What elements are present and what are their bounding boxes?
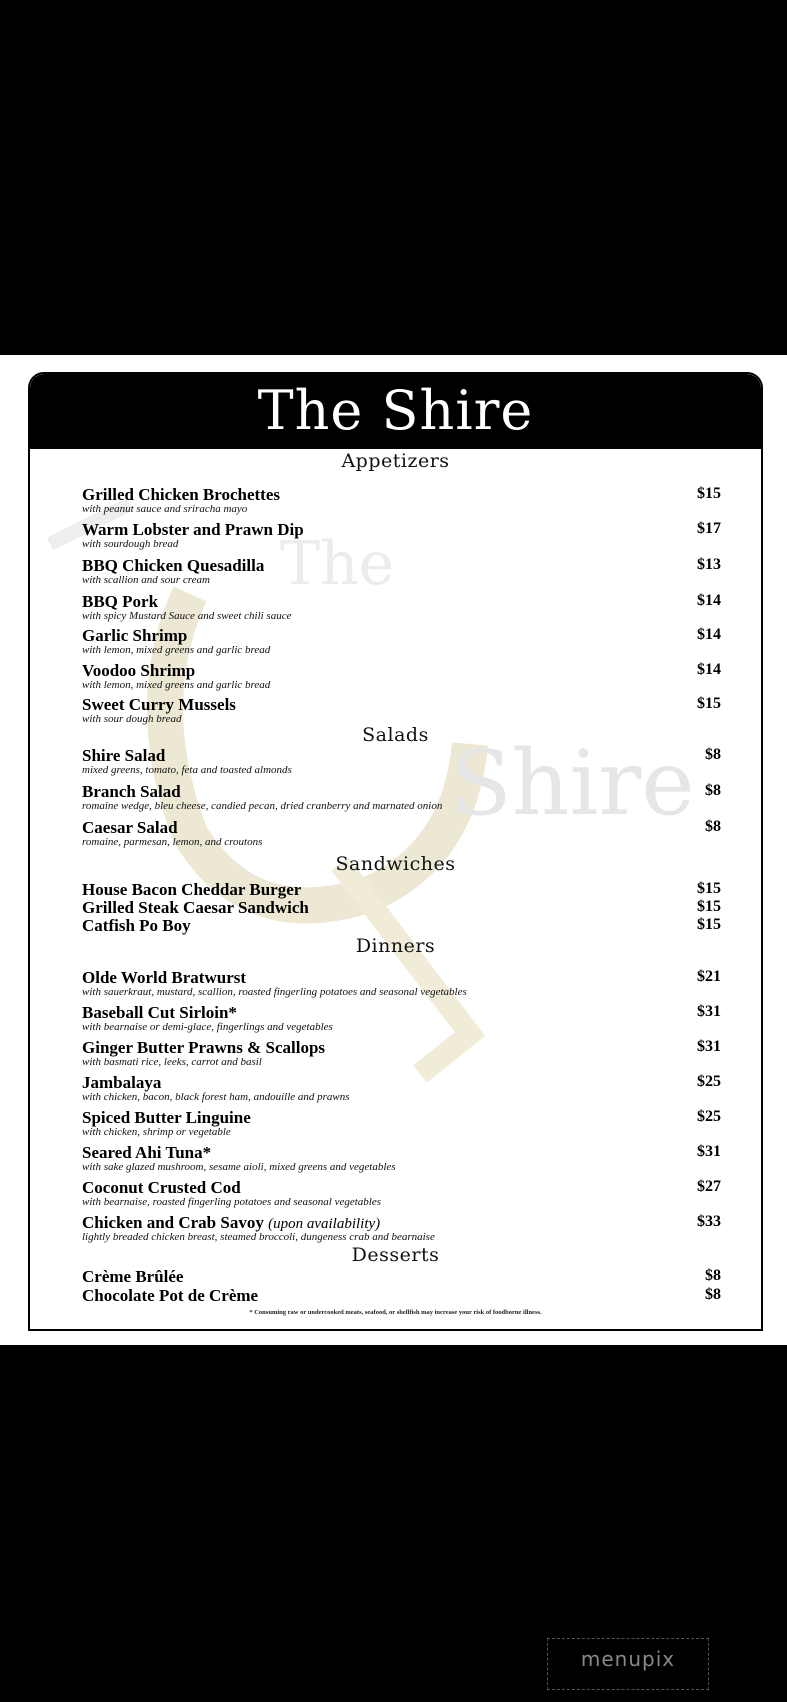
item-description: romaine, parmesan, lemon, and croutons (82, 836, 263, 848)
item-name: Spiced Butter Linguine (82, 1108, 251, 1127)
item-price: $31 (697, 1003, 721, 1020)
watermark-shire: Shire (450, 731, 695, 836)
item-price: $8 (705, 818, 721, 835)
item-name: Grilled Chicken Brochettes (82, 485, 280, 504)
item-price: $14 (697, 592, 721, 609)
item-description: with basmati rice, leeks, carrot and basil (82, 1056, 262, 1068)
watermark-the: The (280, 529, 395, 599)
section-heading-salads: Salads (362, 724, 429, 746)
item-price: $31 (697, 1143, 721, 1160)
item-description: with scallion and sour cream (82, 574, 210, 586)
section-heading-sandwiches: Sandwiches (335, 853, 456, 875)
item-name: BBQ Chicken Quesadilla (82, 556, 265, 575)
section-heading-appetizers: Appetizers (341, 450, 450, 472)
menu-sheet (0, 355, 787, 1345)
item-price: $15 (697, 485, 721, 502)
menu-frame (28, 372, 763, 1331)
item-name: Sweet Curry Mussels (82, 695, 236, 714)
item-price: $31 (697, 1038, 721, 1055)
item-price: $15 (697, 916, 721, 933)
item-price: $15 (697, 898, 721, 915)
item-price: $13 (697, 556, 721, 573)
item-name: Ginger Butter Prawns & Scallops (82, 1038, 326, 1057)
item-name: Grilled Steak Caesar Sandwich (82, 898, 309, 917)
item-price: $14 (697, 661, 721, 678)
food-safety-disclaimer: * Consuming raw or undercooked meats, seafood, or shellfish may increase your risk of foodborne illness. (249, 1309, 542, 1316)
item-name: Chocolate Pot de Crème (82, 1286, 259, 1305)
item-price: $8 (705, 1286, 721, 1303)
item-name: Warm Lobster and Prawn Dip (82, 520, 304, 539)
item-price: $8 (705, 782, 721, 799)
item-price: $15 (697, 880, 721, 897)
item-description: with peanut sauce and sriracha mayo (82, 503, 248, 515)
item-description: with sour dough bread (82, 713, 182, 725)
item-price: $17 (697, 520, 721, 537)
item-name: Shire Salad (82, 746, 166, 765)
availability-note: (upon availability) (268, 1216, 381, 1232)
item-name (82, 1213, 380, 1233)
item-price: $8 (705, 1267, 721, 1284)
section-heading-dinners: Dinners (355, 935, 436, 957)
item-price: $25 (697, 1073, 721, 1090)
item-name: Seared Ahi Tuna* (82, 1143, 212, 1162)
item-description: with lemon, mixed greens and garlic bread (82, 644, 271, 656)
item-description: mixed greens, tomato, feta and toasted almonds (82, 764, 292, 776)
item-price: $14 (697, 626, 721, 643)
item-name: Jambalaya (82, 1073, 162, 1092)
item-description: with chicken, shrimp or vegetable (82, 1126, 231, 1138)
item-price: $33 (697, 1213, 721, 1230)
item-name: Branch Salad (82, 782, 181, 801)
item-price: $25 (697, 1108, 721, 1125)
item-description: with sourdough bread (82, 538, 179, 550)
item-name-text: Chicken and Crab Savoy (82, 1213, 264, 1232)
item-price: $15 (697, 695, 721, 712)
item-name: House Bacon Cheddar Burger (82, 880, 302, 899)
item-description: with lemon, mixed greens and garlic bread (82, 679, 271, 691)
item-price: $27 (697, 1178, 721, 1195)
restaurant-name: The Shire (257, 379, 534, 442)
item-name: Baseball Cut Sirloin* (82, 1003, 237, 1022)
menupix-logo (547, 1638, 709, 1690)
item-price: $8 (705, 746, 721, 763)
item-name: Olde World Bratwurst (82, 968, 247, 987)
item-description: romaine wedge, bleu cheese, candied pecan, dried cranberry and marnated onion (82, 800, 443, 812)
item-name: BBQ Pork (82, 592, 159, 611)
item-name: Catfish Po Boy (82, 916, 191, 935)
item-name: Garlic Shrimp (82, 626, 188, 645)
section-heading-desserts: Desserts (351, 1244, 440, 1266)
item-name: Voodoo Shrimp (82, 661, 196, 680)
title-banner (30, 374, 761, 449)
item-description: with bearnaise or demi-glace, fingerlings and vegetables (82, 1021, 333, 1033)
item-description: with chicken, bacon, black forest ham, andouille and prawns (82, 1091, 350, 1103)
item-price: $21 (697, 968, 721, 985)
item-description: with bearnaise, roasted fingerling potatoes and seasonal vegetables (82, 1196, 382, 1208)
menupix-logo-text: menupix (580, 1647, 676, 1671)
item-description: with sauerkraut, mustard, scallion, roasted fingerling potatoes and seasonal vegetables (82, 986, 467, 998)
item-name: Crème Brûlée (82, 1267, 184, 1286)
item-description: with spicy Mustard Sauce and sweet chili sauce (82, 610, 292, 622)
item-name: Coconut Crusted Cod (82, 1178, 241, 1197)
item-description: with sake glazed mushroom, sesame aioli, mixed greens and vegetables (82, 1161, 396, 1173)
item-description: lightly breaded chicken breast, steamed broccoli, dungeness crab and bearnaise (82, 1231, 435, 1243)
item-name: Caesar Salad (82, 818, 178, 837)
